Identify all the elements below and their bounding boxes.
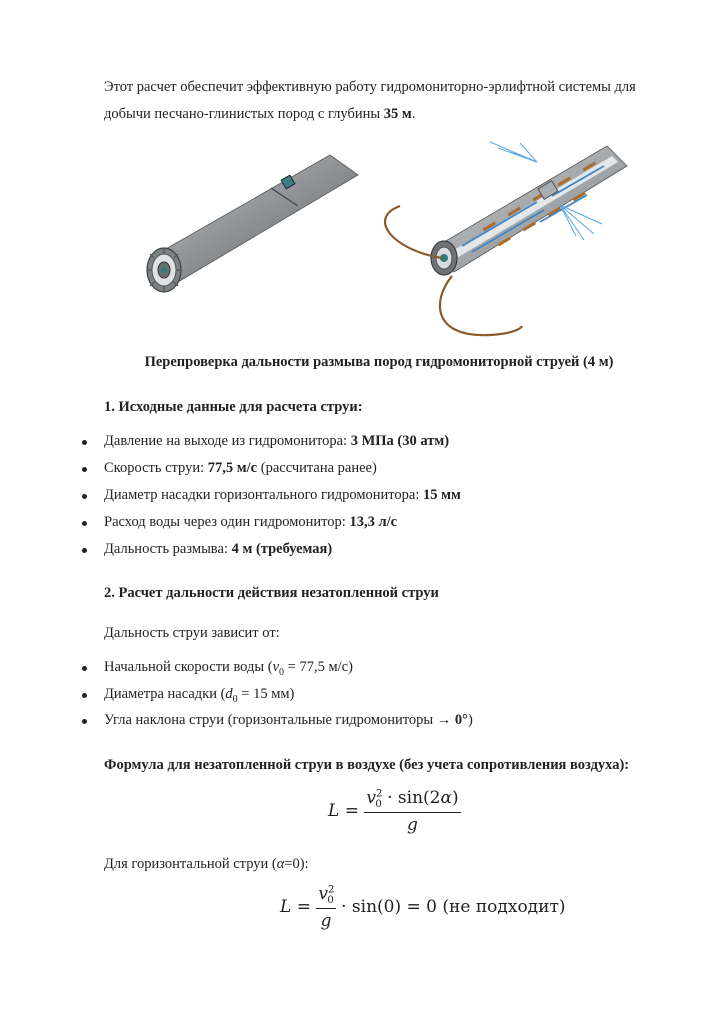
range-formula: L = $\frac{v^2_0 \cdot \sin(2\alpha)}{g}$: [328, 788, 459, 836]
list-item: Начальной скорости воды ($v_0 = 77,5$ м/с): [104, 659, 684, 678]
formula-heading: Формула для незатопленной струи в воздухе (без учета сопротивления воздуха):: [104, 757, 630, 773]
list-item: Скорость струи: 77,5 м/с (рассчитана ранее): [104, 460, 684, 477]
list-item: Расход воды через один гидромонитор: 13,3 л/с: [104, 514, 684, 531]
horizontal-jet-text: Для горизонтальной струи (α=0):: [104, 856, 309, 872]
horizontal-range-formula: L = $\frac{v^2_0}{g}$ · sin(0) = 0 (не подходит): [280, 884, 566, 932]
intro-end: .: [411, 106, 416, 122]
figure-caption: Перепроверка дальности размыва пород гидромониторной струей (4 м): [144, 354, 614, 370]
intro-paragraph: [104, 74, 664, 128]
section2-intro: Дальность струи зависит от:: [104, 625, 280, 641]
hydromonitor-cutaway-figure: [372, 140, 634, 342]
section1-heading: 1. Исходные данные для расчета струи:: [104, 399, 363, 415]
intro-text: Этот расчет обеспечит эффективную работу гидромониторно-эрлифтной системы для добычи песчано-глинистых пород с глубины: [104, 79, 636, 122]
list-item: Давление на выходе из гидромонитора: 3 МПа (30 атм): [104, 433, 684, 450]
list-item: Угла наклона струи (горизонтальные гидромониторы → 0°): [104, 712, 684, 729]
list-item: Диаметр насадки горизонтального гидромонитора: 15 мм: [104, 487, 684, 504]
list-item: Дальность размыва: 4 м (требуемая): [104, 541, 684, 558]
list-item: Диаметра насадки ($d_0 = 15$ мм): [104, 686, 684, 705]
intro-depth: 35 м: [383, 106, 412, 122]
section2-heading: 2. Расчет дальности действия незатопленной струи: [104, 585, 439, 601]
hydromonitor-closed-figure: [140, 140, 365, 300]
